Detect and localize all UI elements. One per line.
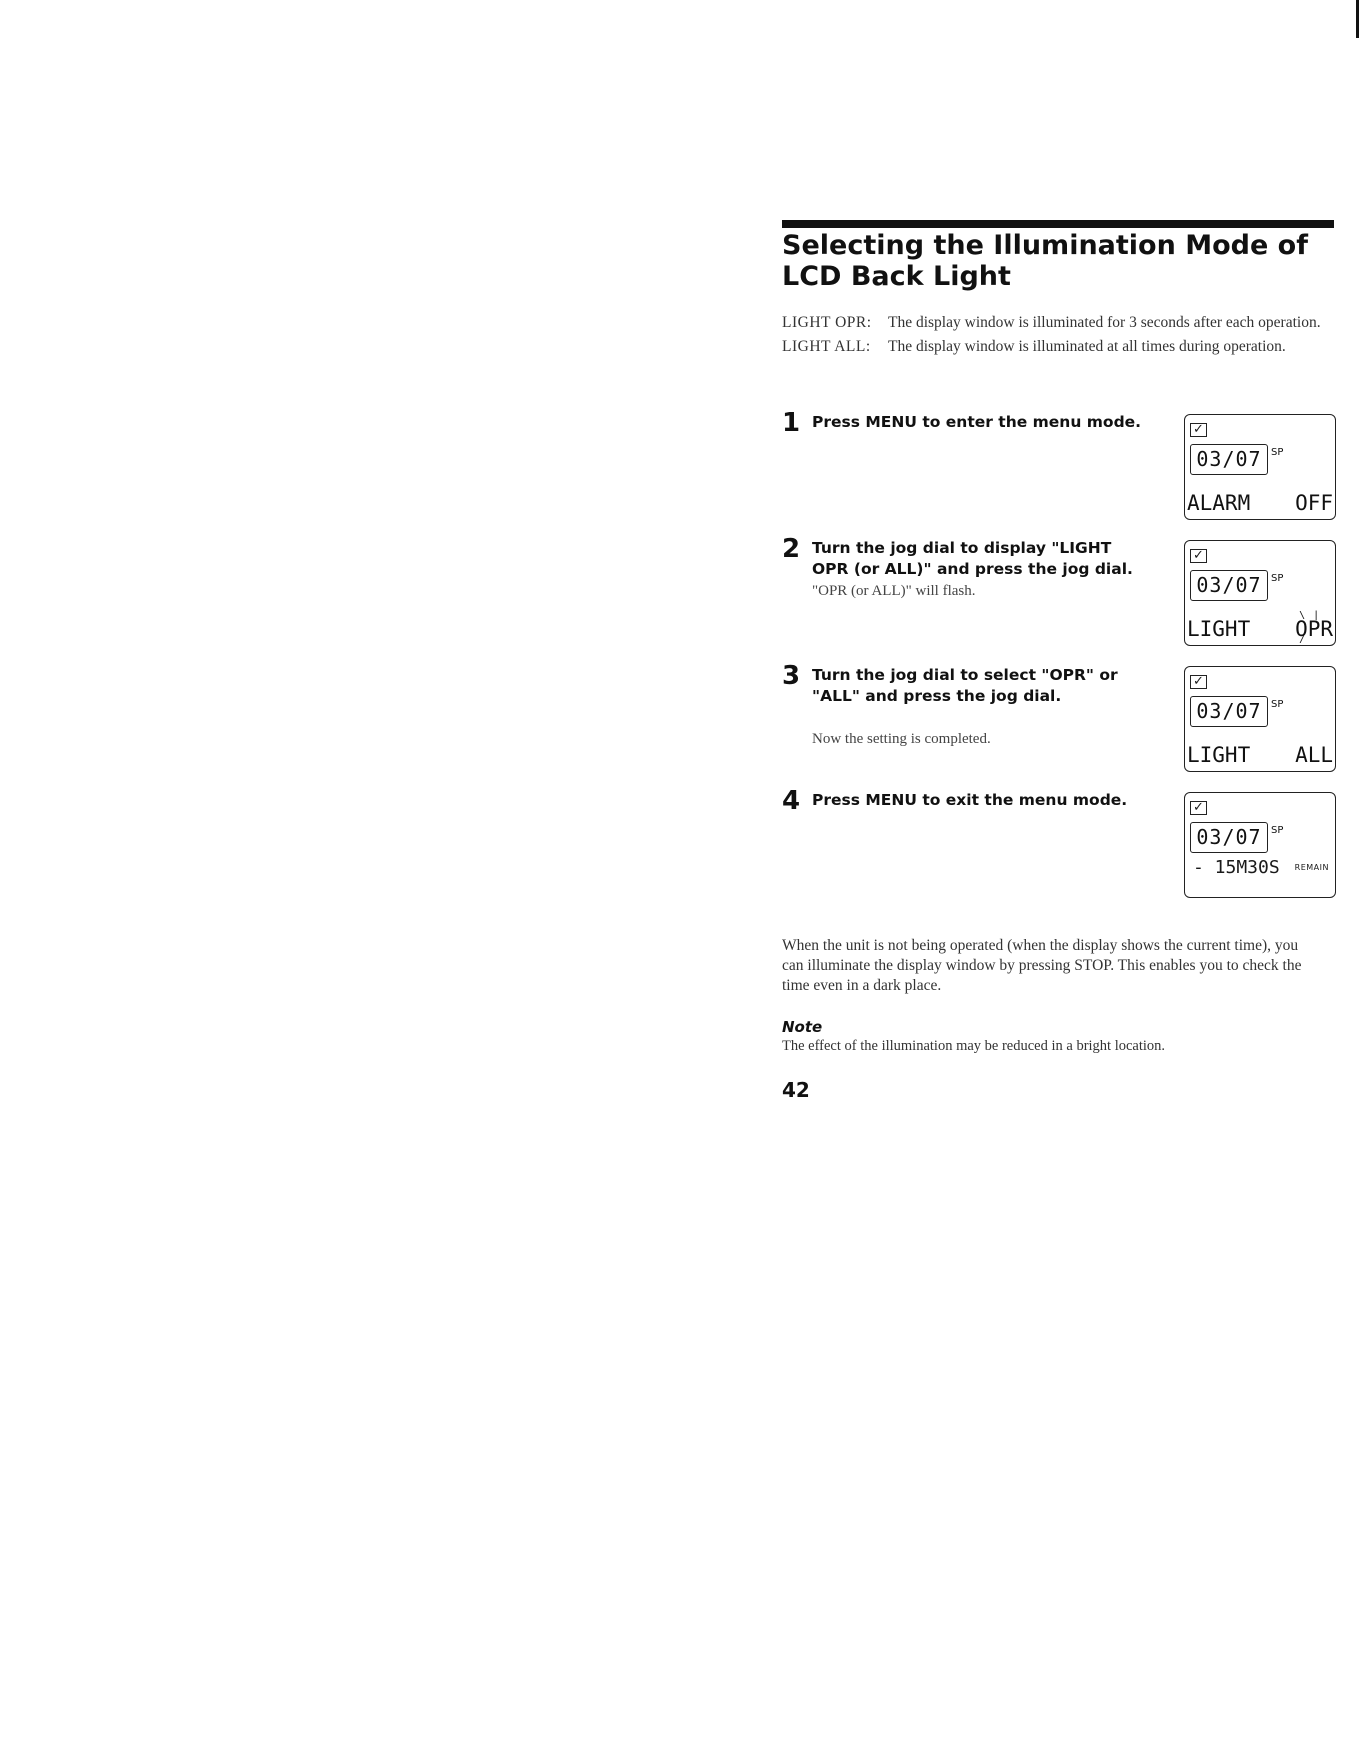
lcd-value: OFF xyxy=(1295,491,1333,515)
disc-indicator: 03/07 xyxy=(1190,570,1268,601)
check-icon: ✓ xyxy=(1190,801,1207,815)
page-edge-mark xyxy=(1356,0,1359,38)
lcd-display-1 xyxy=(1184,414,1336,520)
disc-indicator: 03/07 xyxy=(1190,696,1268,727)
lcd-display-2 xyxy=(1184,540,1336,646)
page-number: 42 xyxy=(782,1078,810,1102)
remain-indicator: REMAIN xyxy=(1294,863,1329,872)
step-instruction: Turn the jog dial to display "LIGHT OPR (or ALL)" and press the jog dial. xyxy=(812,539,1133,578)
step-note: "OPR (or ALL)" will flash. xyxy=(812,583,976,599)
remaining-time: - 15M30S xyxy=(1193,857,1280,878)
section-rule xyxy=(782,220,1334,228)
lcd-display-4 xyxy=(1184,792,1336,898)
lcd-message xyxy=(1187,743,1333,767)
lcd-label: ALARM xyxy=(1187,491,1251,515)
sp-indicator: SP xyxy=(1271,573,1284,584)
step-number: 1 xyxy=(782,408,801,438)
mode-description: The display window is illuminated for 3 seconds after each operation. xyxy=(888,314,1321,331)
mode-term: LIGHT OPR: xyxy=(782,314,872,331)
step-number: 3 xyxy=(782,661,801,691)
page-title: Selecting the Illumination Mode of LCD Back Light xyxy=(782,230,1308,292)
lcd-message xyxy=(1187,491,1333,515)
mode-description: The display window is illuminated at all times during operation. xyxy=(888,338,1286,355)
mode-definition xyxy=(782,337,1342,357)
note-text: The effect of the illumination may be reduced in a bright location. xyxy=(782,1038,1166,1054)
step-instruction: Turn the jog dial to select "OPR" or "ALL" and press the jog dial. xyxy=(812,666,1118,705)
mode-term: LIGHT ALL: xyxy=(782,338,871,355)
check-icon: ✓ xyxy=(1190,675,1207,689)
step-number: 4 xyxy=(782,786,801,816)
sp-indicator: SP xyxy=(1271,447,1284,458)
step-instruction: Press MENU to exit the menu mode. xyxy=(812,791,1128,809)
lcd-value-flashing: \ | / OPR xyxy=(1295,617,1333,641)
lcd-value: ALL xyxy=(1295,743,1333,767)
step-note: Now the setting is completed. xyxy=(812,731,991,747)
sp-indicator: SP xyxy=(1271,699,1284,710)
body-paragraph: When the unit is not being operated (when the display shows the current time), you can illuminate the display window by pressing STOP. This enables you to check the time even in a dark place. xyxy=(782,937,1302,994)
disc-indicator: 03/07 xyxy=(1190,822,1268,853)
sp-indicator: SP xyxy=(1271,825,1284,836)
mode-definitions xyxy=(782,313,1342,361)
note-label: Note xyxy=(782,1018,823,1036)
step-instruction: Press MENU to enter the menu mode. xyxy=(812,413,1142,431)
lcd-label: LIGHT xyxy=(1187,617,1251,641)
check-icon: ✓ xyxy=(1190,549,1207,563)
lcd-label: LIGHT xyxy=(1187,743,1251,767)
disc-indicator: 03/07 xyxy=(1190,444,1268,475)
mode-definition xyxy=(782,313,1342,333)
lcd-display-3 xyxy=(1184,666,1336,772)
check-icon: ✓ xyxy=(1190,423,1207,437)
lcd-message xyxy=(1187,617,1333,641)
step-number: 2 xyxy=(782,534,801,564)
